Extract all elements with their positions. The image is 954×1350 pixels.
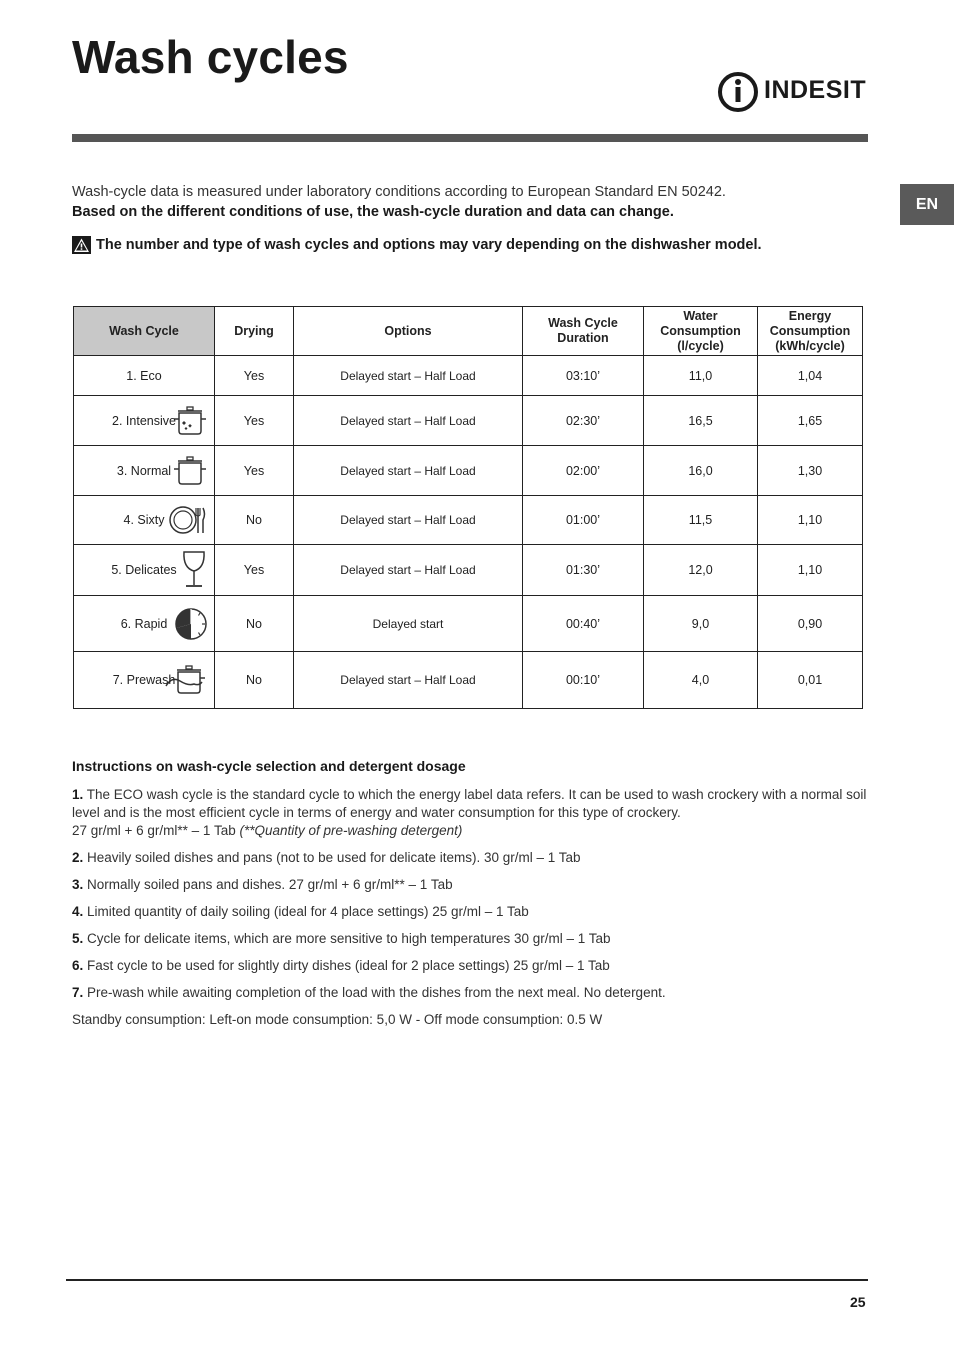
cell-duration: 00:40’ bbox=[523, 596, 644, 652]
list-item: 6. Fast cycle to be used for slightly dirty dishes (ideal for 2 place settings) 25 gr/ml – 1 Tab bbox=[72, 958, 610, 973]
cell-drying: Yes bbox=[215, 545, 294, 596]
table-row bbox=[74, 545, 863, 596]
header-drying: Drying bbox=[215, 307, 294, 356]
warning-note bbox=[72, 236, 762, 254]
header-energy: Energy Consumption (kWh/cycle) bbox=[758, 307, 863, 356]
cell-energy: 0,90 bbox=[758, 596, 863, 652]
cell-options: Delayed start – Half Load bbox=[294, 446, 523, 496]
instructions-title: Instructions on wash-cycle selection and detergent dosage bbox=[72, 758, 466, 774]
intro-text: Wash-cycle data is measured under laboratory conditions according to European Standard EN 50242. bbox=[72, 184, 726, 200]
cell-options: Delayed start – Half Load bbox=[294, 496, 523, 545]
standby-consumption: Standby consumption: Left-on mode consumption: 5,0 W - Off mode consumption: 0.5 W bbox=[72, 1012, 603, 1027]
cell-water: 11,0 bbox=[644, 356, 758, 396]
page-number: 25 bbox=[850, 1294, 866, 1310]
cell-energy: 1,30 bbox=[758, 446, 863, 496]
cell-energy: 1,65 bbox=[758, 396, 863, 446]
table-row bbox=[74, 496, 863, 545]
clock-icon bbox=[174, 607, 208, 641]
wash-cycles-table bbox=[73, 306, 863, 709]
header-wash-cycle: Wash Cycle bbox=[74, 307, 215, 356]
pot-sparkle-icon bbox=[172, 405, 208, 437]
table-row bbox=[74, 446, 863, 496]
language-tab: EN bbox=[900, 184, 954, 225]
cell-drying: Yes bbox=[215, 446, 294, 496]
list-item: 4. Limited quantity of daily soiling (ideal for 4 place settings) 25 gr/ml – 1 Tab bbox=[72, 904, 529, 919]
pot-icon bbox=[172, 455, 208, 487]
intro-bold-text: Based on the different conditions of use, the wash-cycle duration and data can change. bbox=[72, 204, 674, 220]
table-row bbox=[74, 356, 863, 396]
cell-cycle: 3. Normal bbox=[74, 446, 215, 496]
table-row bbox=[74, 396, 863, 446]
list-item: 5. Cycle for delicate items, which are more sensitive to high temperatures 30 gr/ml – 1 Tab bbox=[72, 931, 611, 946]
list-item: 7. Pre-wash while awaiting completion of the load with the dishes from the next meal. No detergent. bbox=[72, 985, 666, 1000]
brand-logo bbox=[716, 68, 871, 116]
cell-drying: Yes bbox=[215, 396, 294, 446]
cell-water: 9,0 bbox=[644, 596, 758, 652]
cell-energy: 1,10 bbox=[758, 545, 863, 596]
cell-water: 16,5 bbox=[644, 396, 758, 446]
cell-energy: 1,04 bbox=[758, 356, 863, 396]
header-water: Water Consumption (l/cycle) bbox=[644, 307, 758, 356]
footer-rule bbox=[66, 1279, 868, 1281]
cell-cycle: 6. Rapid bbox=[74, 596, 215, 652]
cell-cycle: 1. Eco bbox=[74, 356, 215, 396]
cell-water: 4,0 bbox=[644, 652, 758, 709]
cell-cycle: 7. Prewash bbox=[74, 652, 215, 709]
cell-duration: 00:10’ bbox=[523, 652, 644, 709]
cell-duration: 02:00’ bbox=[523, 446, 644, 496]
cell-energy: 1,10 bbox=[758, 496, 863, 545]
cell-cycle: 2. Intensive bbox=[74, 396, 215, 446]
warning-icon bbox=[72, 236, 91, 254]
list-item: 1. The ECO wash cycle is the standard cycle to which the energy label data refers. It can be used to wash crockery with a normal soil level and is the most efficient cycle in terms of energy and water consumption for this type of crockery. 27 gr/ml + 6 gr/ml** – 1 Tab (**Quantity of pre-washing detergent) bbox=[72, 787, 867, 838]
header-rule bbox=[72, 134, 868, 142]
cell-duration: 03:10’ bbox=[523, 356, 644, 396]
cell-duration: 01:30’ bbox=[523, 545, 644, 596]
list-item: 3. Normally soiled pans and dishes. 27 gr/ml + 6 gr/ml** – 1 Tab bbox=[72, 877, 453, 892]
cell-drying: No bbox=[215, 496, 294, 545]
cell-drying: No bbox=[215, 596, 294, 652]
wine-glass-icon bbox=[180, 550, 208, 590]
cell-duration: 02:30’ bbox=[523, 396, 644, 446]
page-title: Wash cycles bbox=[72, 31, 349, 83]
table-header-row bbox=[74, 307, 863, 356]
warning-text: The number and type of wash cycles and options may vary depending on the dishwasher model. bbox=[96, 237, 762, 253]
header-options: Options bbox=[294, 307, 523, 356]
cell-water: 11,5 bbox=[644, 496, 758, 545]
cell-water: 12,0 bbox=[644, 545, 758, 596]
cell-water: 16,0 bbox=[644, 446, 758, 496]
header-duration: Wash Cycle Duration bbox=[523, 307, 644, 356]
cell-drying: No bbox=[215, 652, 294, 709]
cell-duration: 01:00’ bbox=[523, 496, 644, 545]
table-row bbox=[74, 652, 863, 709]
cell-cycle: 5. Delicates bbox=[74, 545, 215, 596]
table-row bbox=[74, 596, 863, 652]
indesit-i-logo-icon bbox=[716, 70, 760, 114]
cell-options: Delayed start – Half Load bbox=[294, 356, 523, 396]
list-item: 2. Heavily soiled dishes and pans (not to be used for delicate items). 30 gr/ml – 1 Tab bbox=[72, 850, 581, 865]
brand-wordmark: INDESIT bbox=[764, 76, 867, 104]
cell-options: Delayed start bbox=[294, 596, 523, 652]
cell-cycle: 4. Sixty bbox=[74, 496, 215, 545]
cell-options: Delayed start – Half Load bbox=[294, 396, 523, 446]
cell-options: Delayed start – Half Load bbox=[294, 545, 523, 596]
instructions-list bbox=[72, 786, 872, 1038]
cell-drying: Yes bbox=[215, 356, 294, 396]
plate-cutlery-icon bbox=[168, 504, 208, 536]
cell-energy: 0,01 bbox=[758, 652, 863, 709]
cell-options: Delayed start – Half Load bbox=[294, 652, 523, 709]
